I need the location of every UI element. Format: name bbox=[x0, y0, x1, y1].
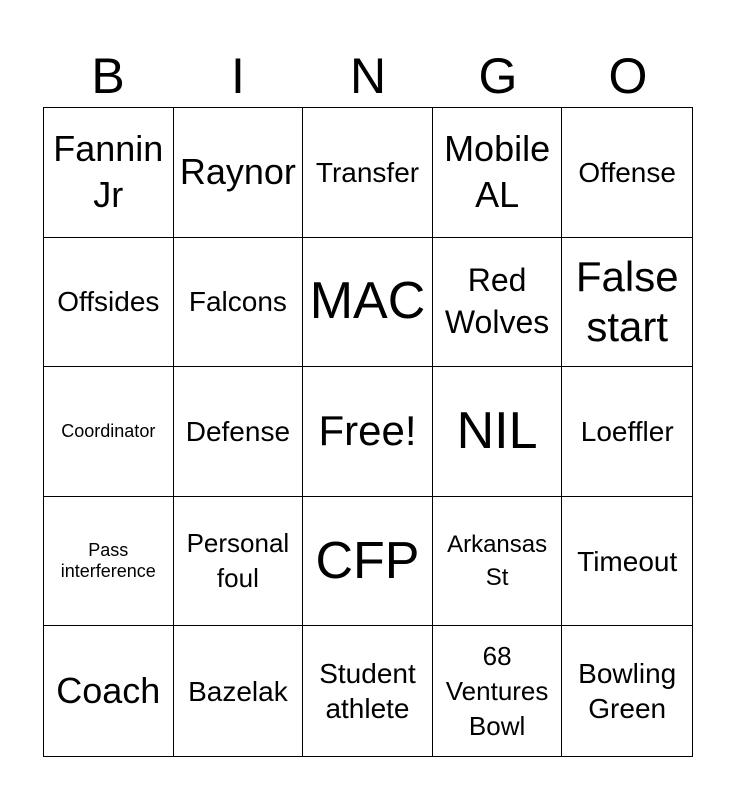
cell-text: Arkansas St bbox=[447, 530, 548, 592]
cell-text: Offense bbox=[578, 156, 676, 188]
header-letter-i: I bbox=[231, 48, 245, 104]
cell-text: Red Wolves bbox=[444, 262, 550, 340]
cell-text: Pass interference bbox=[60, 539, 156, 582]
bingo-cell[interactable] bbox=[433, 108, 563, 238]
bingo-cell[interactable] bbox=[433, 497, 563, 627]
bingo-cell[interactable] bbox=[562, 108, 692, 238]
cell-text: Bazelak bbox=[188, 675, 288, 707]
cell-text: MAC bbox=[309, 272, 426, 331]
cell-text: Raynor bbox=[179, 150, 296, 192]
bingo-cell[interactable] bbox=[562, 367, 692, 497]
bingo-cell[interactable] bbox=[174, 626, 304, 756]
bingo-cell[interactable] bbox=[44, 626, 174, 756]
cell-text: Loeffler bbox=[580, 415, 674, 447]
bingo-cell[interactable] bbox=[174, 367, 304, 497]
header-letter-b: B bbox=[91, 48, 125, 104]
bingo-cell[interactable] bbox=[562, 238, 692, 368]
header-letter-g: G bbox=[478, 48, 518, 104]
cell-text: Offsides bbox=[57, 286, 160, 318]
bingo-cell[interactable] bbox=[44, 497, 174, 627]
cell-text: Transfer bbox=[315, 156, 420, 188]
bingo-cell[interactable] bbox=[174, 238, 304, 368]
cell-text: Defense bbox=[185, 415, 291, 447]
cell-text: Personal foul bbox=[186, 528, 290, 594]
cell-text: Student athlete bbox=[319, 658, 416, 725]
bingo-header bbox=[43, 44, 693, 108]
cell-text: Coach bbox=[56, 669, 161, 711]
bingo-cell[interactable] bbox=[433, 238, 563, 368]
bingo-cell[interactable] bbox=[303, 108, 433, 238]
bingo-cell[interactable] bbox=[303, 497, 433, 627]
cell-text: Fannin Jr bbox=[53, 127, 164, 216]
cell-text: NIL bbox=[456, 401, 538, 460]
bingo-cell[interactable] bbox=[433, 626, 563, 756]
bingo-cell[interactable] bbox=[433, 367, 563, 497]
cell-text: False start bbox=[575, 252, 679, 350]
cell-text: 68 Ventures Bowl bbox=[445, 640, 549, 741]
bingo-cell[interactable] bbox=[303, 238, 433, 368]
bingo-cell[interactable] bbox=[303, 367, 433, 497]
header-letter-n: N bbox=[349, 48, 387, 104]
header-letter-o: O bbox=[608, 48, 648, 104]
cell-text: Bowling Green bbox=[578, 658, 677, 725]
cell-text: Free! bbox=[318, 407, 417, 455]
cell-text: Coordinator bbox=[61, 420, 156, 441]
bingo-cell[interactable] bbox=[562, 497, 692, 627]
cell-text: CFP bbox=[315, 531, 420, 590]
bingo-cell[interactable] bbox=[44, 367, 174, 497]
bingo-cell[interactable] bbox=[44, 238, 174, 368]
cell-text: Timeout bbox=[577, 545, 678, 577]
cell-text: Mobile AL bbox=[444, 127, 551, 216]
cell-text: Falcons bbox=[188, 286, 287, 318]
bingo-cell[interactable] bbox=[44, 108, 174, 238]
bingo-cell[interactable] bbox=[174, 108, 304, 238]
bingo-board bbox=[43, 107, 693, 757]
bingo-cell[interactable] bbox=[303, 626, 433, 756]
bingo-cell[interactable] bbox=[562, 626, 692, 756]
bingo-cell[interactable] bbox=[174, 497, 304, 627]
